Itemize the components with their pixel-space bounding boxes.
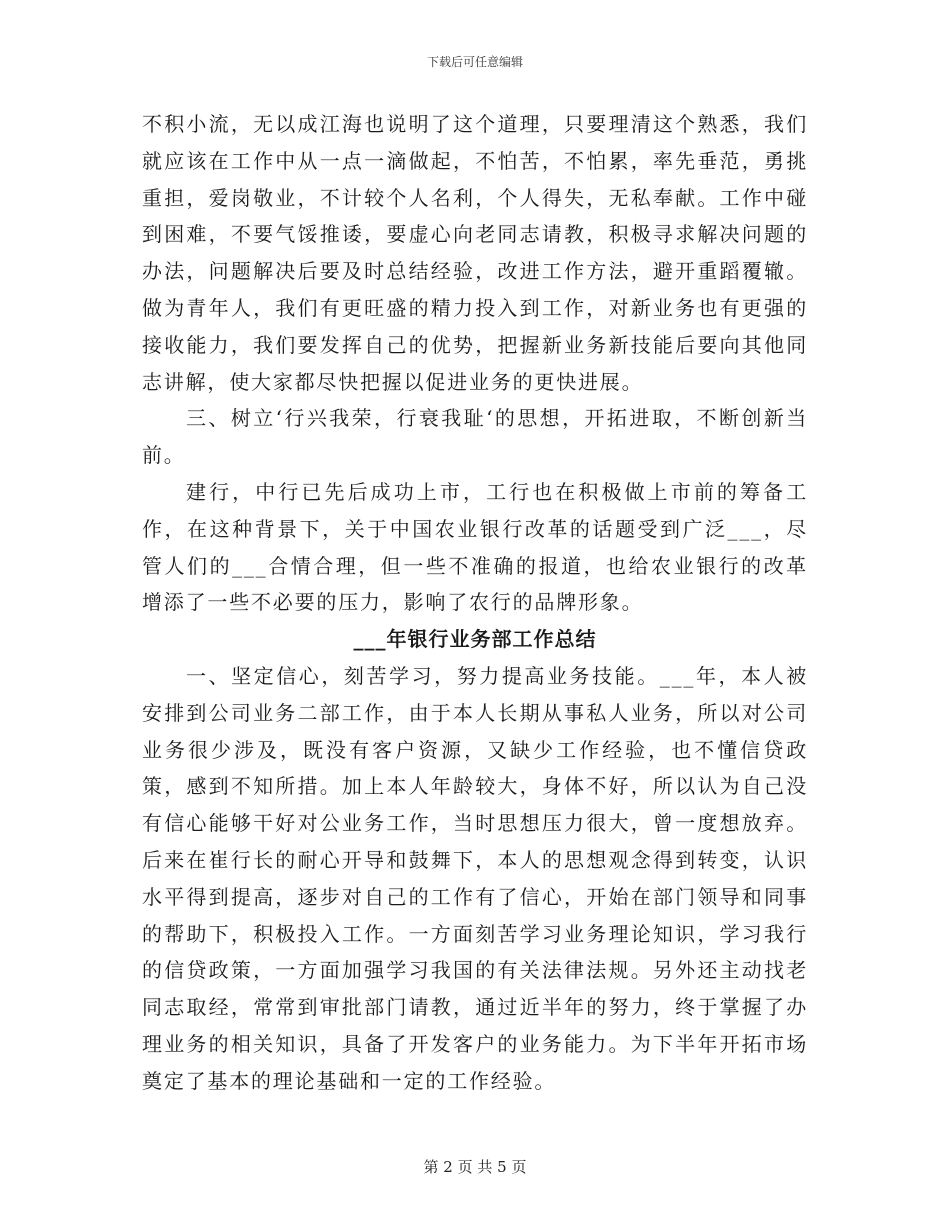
paragraph-continued: 不积小流，无以成江海也说明了这个道理，只要理清这个熟悉，我们就应该在工作中从一点一滴做起，不怕苦，不怕累，率先垂范，勇挑重担，爱岗敬业，不计较个人名利，个人得失，无私奉献。工作中碰到困难，不要气馁推诿，要虚心向老同志请教，积极寻求解决问题的办法，问题解决后要及时总结经验，改进工作方法，避开重蹈覆辙。做为青年人，我们有更旺盛的精力投入到工作，对新业务也有更强的接收能力，我们要发挥自己的优势，把握新业务新技能后要向其他同志讲解，使大家都尽快把握以促进业务的更快进展。 [142,112,808,394]
page-footer-number: 第 2 页 共 5 页 [423,1158,527,1176]
section-title: ___年银行业务部工作总结 [353,627,597,652]
document-body [142,106,808,1100]
paragraph-section-one: 一、坚定信心，刻苦学习，努力提高业务技能。___年，本人被安排到公司业务二部工作，由于本人长期从事私人业务，所以对公司业务很少涉及，既没有客户资源，又缺少工作经验，也不懂信贷政策，感到不知所措。加上本人年龄较大，身体不好，所以认为自己没有信心能够干好对公业务工作，当时思想压力很大，曾一度想放弃。后来在崔行长的耐心开导和鼓舞下，本人的思想观念得到转变，认识水平得到提高，逐步对自己的工作有了信心，开始在部门领导和同事的帮助下，积极投入工作。一方面刻苦学习业务理论知识，学习我行的信贷政策，一方面加强学习我国的有关法律法规。另外还主动找老同志取经，常常到审批部门请教，通过近半年的努力，终于掌握了办理业务的相关知识，具备了开发客户的业务能力。为下半年开拓市场奠定了基本的理论基础和一定的工作经验。 [142,663,808,1093]
paragraph-section-three: 三、树立‘行兴我荣，行衰我耻‘的思想，开拓进取，不断创新当前。 [142,406,808,468]
page-header-note: 下载后可任意编辑 [426,55,523,69]
paragraph-background: 建行，中行已先后成功上市，工行也在积极做上市前的筹备工作，在这种背景下，关于中国农业银行改革的话题受到广泛___，尽管人们的___合情合理，但一些不准确的报道，也给农业银行的改革增添了一些不必要的压力，影响了农行的品牌形象。 [142,479,808,615]
